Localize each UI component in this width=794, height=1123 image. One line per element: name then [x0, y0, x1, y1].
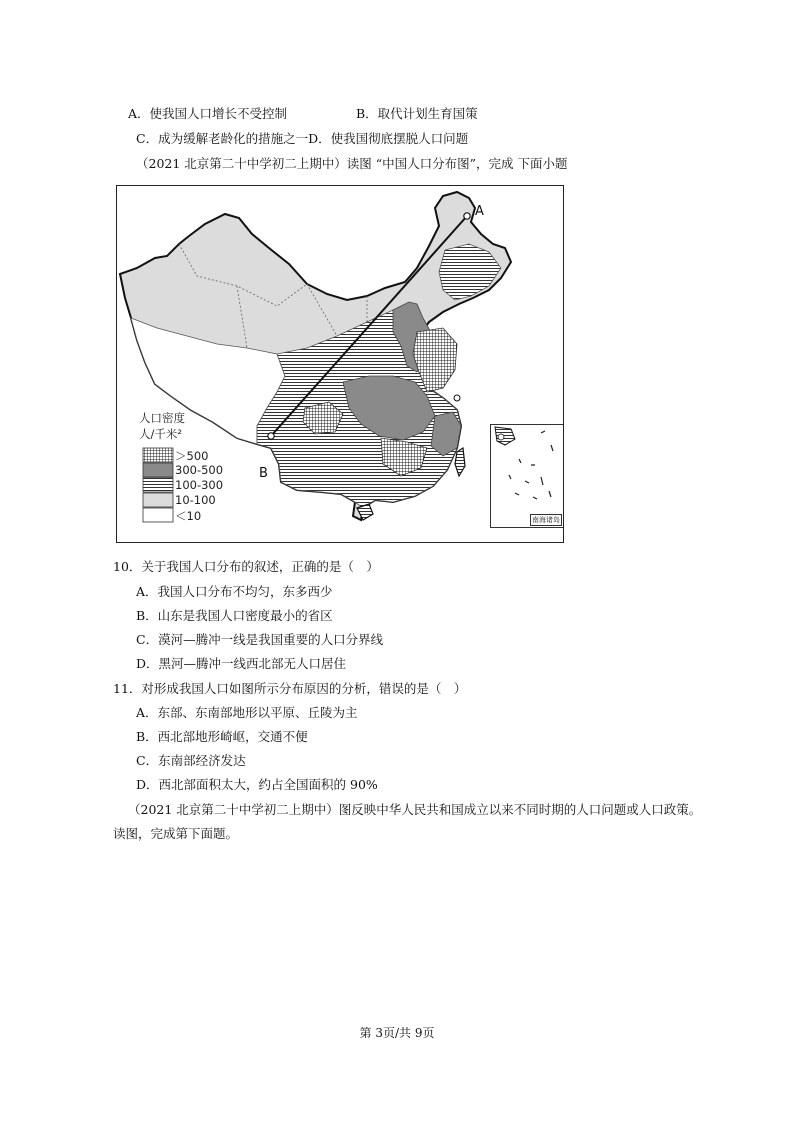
prev-option-d: D．使我国彻底摆脱人口问题	[308, 131, 469, 146]
q10-option-c: C．漠河—腾冲一线是我国重要的人口分界线	[136, 632, 384, 647]
point-a-marker	[464, 213, 470, 219]
legend-label-over-500: ＞500	[175, 449, 209, 463]
taiwan-island	[455, 448, 465, 476]
legend-swatch-over-500	[143, 448, 173, 462]
legend-label-under-10: ＜10	[175, 509, 202, 523]
q11-option-d: D．西北部面积太大，约占全国面积的 90%	[136, 777, 378, 792]
prev-option-a: A．使我国人口增长不受控制	[128, 106, 288, 121]
q10-option-b: B．山东是我国人口密度最小的省区	[136, 608, 333, 623]
q11-option-a: A．东部、东南部地形以平原、丘陵为主	[136, 705, 358, 720]
point-b-marker	[268, 433, 274, 439]
q10-option-a: A．我国人口分布不均匀，东多西少	[136, 584, 333, 599]
legend-label-300-500: 300-500	[175, 463, 224, 477]
legend-label-10-100: 10-100	[175, 493, 216, 507]
legend-title-unit: 人/千米²	[139, 427, 182, 441]
legend-swatch-100-300	[143, 478, 173, 492]
intro-map-question: （2021 北京第二十中学初二上期中）读图 “中国人口分布图”，完成 下面小题	[136, 156, 568, 171]
page-number: 第 3页/共 9页	[359, 1026, 435, 1040]
prev-option-b: B．取代计划生育国策	[356, 106, 478, 121]
q11-stem: 11．对形成我国人口如图所示分布原因的分析，错误的是（ ）	[113, 681, 467, 696]
south-china-sea-inset	[490, 424, 564, 528]
q10-stem: 10．关于我国人口分布的叙述，正确的是（ ）	[113, 559, 379, 574]
legend-swatch-300-500	[143, 463, 173, 477]
q11-option-b: B．西北部地形崎岖，交通不便	[136, 729, 308, 744]
china-population-map	[116, 185, 564, 543]
intro-next-question-cont: 读图，完成第下面题。	[113, 826, 239, 841]
prev-option-c: C．成为缓解老龄化的措施之一	[136, 131, 309, 146]
legend-swatch-under-10	[143, 508, 173, 522]
point-b-label: B	[259, 466, 268, 481]
legend-label-100-300: 100-300	[175, 478, 224, 492]
point-a-label: A	[475, 204, 484, 219]
q11-option-c: C．东南部经济发达	[136, 753, 246, 768]
legend-title-density: 人口密度	[139, 411, 185, 425]
prev-option-c-d	[136, 131, 468, 147]
intro-next-question: （2021 北京第二十中学初二上期中）图反映中华人民共和国成立以来不同时期的人口问题或人口政策。	[128, 802, 702, 817]
shanghai-marker	[454, 395, 460, 401]
legend-swatch-10-100	[143, 493, 173, 507]
inset-label: 南海诸岛	[532, 516, 560, 524]
q10-option-d: D．黑河—腾冲一线西北部无人口居住	[136, 656, 347, 671]
